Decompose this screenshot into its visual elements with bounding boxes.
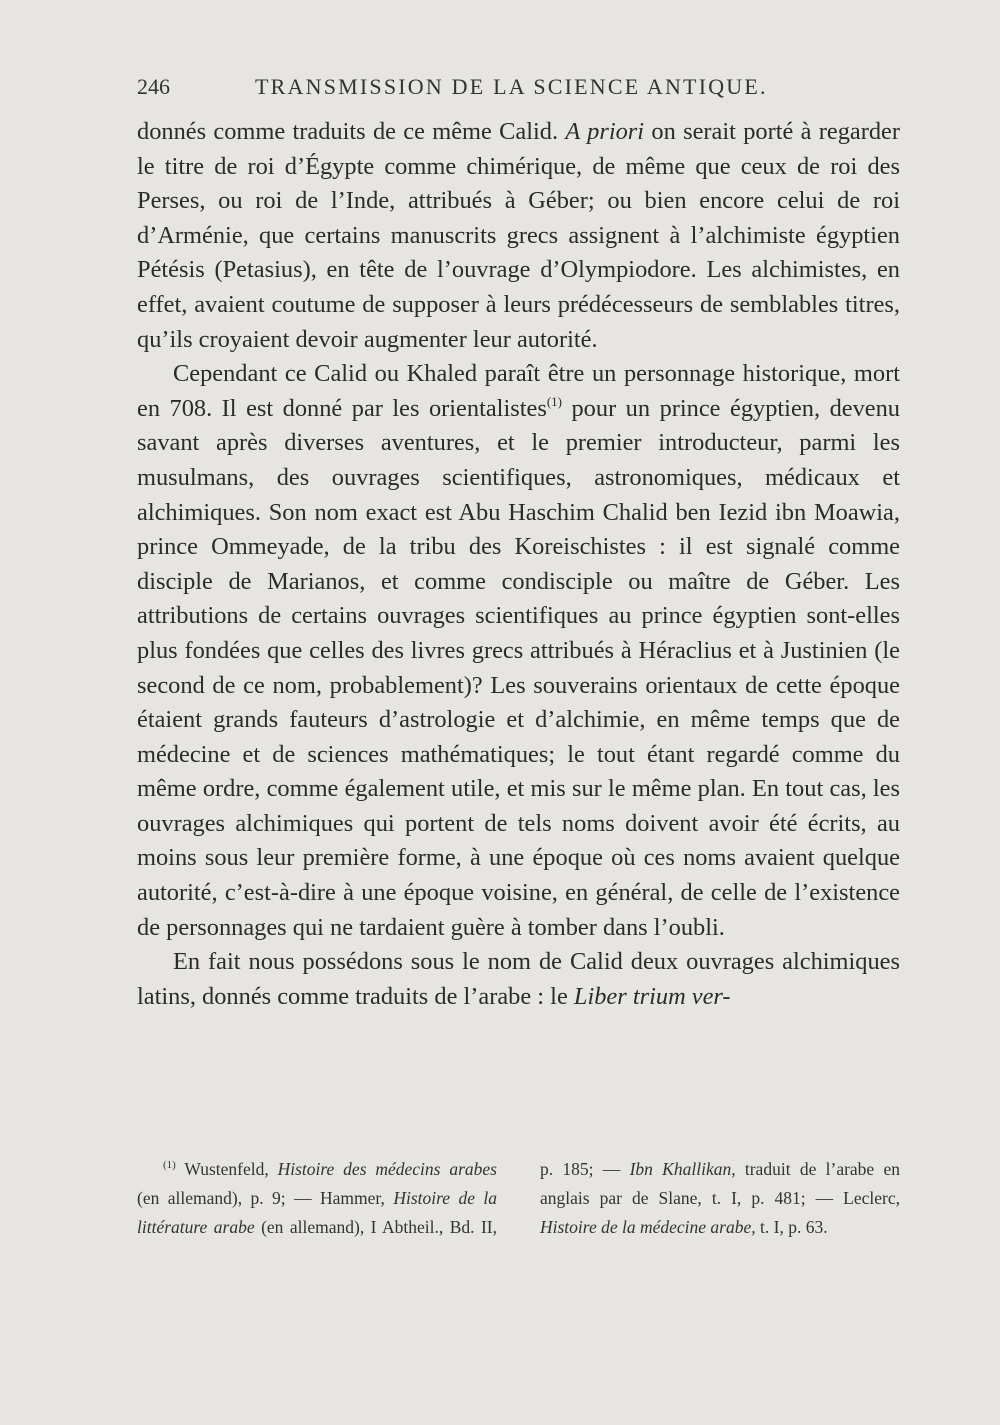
footnote-1	[137, 1155, 900, 1242]
text-span: pour un prince égyptien, devenu savant après diverses aventures, et le premier introducteur, parmi les musulmans, des ouvrages scientifiques, astronomiques, médicaux et alchimiques. Son nom exact est Abu Haschim Chalid ben Iezid ibn Moawia, prince Ommeyade, de la tribu des Koreischistes : il est signalé comme disciple de Marianos, et comme condisciple ou maître de Géber. Les attributions de certains ouvrages scientifiques au prince égyptien sont-elles plus fondées que celles des livres grecs attribués à Héraclius et à Justinien (le second de ce nom, probablement)? Les souverains orientaux de cette époque étaient grands fauteurs d’astrologie et d’alchimie, en même temps que de médecine et de sciences mathématiques; le tout étant regardé comme du même ordre, comme également utile, et mis sur le même plan. En tout cas, les ouvrages alchimiques qui portent de tels noms doivent avoir été écrits, au moins sous leur première forme, à une époque où ces noms avaient quelque autorité, c’est-à-dire à une époque voisine, en général, de celle de l’existence de personnages qui ne tardaient guère à tomber dans l’oubli.	[137, 394, 900, 941]
text-span: En fait nous possédons sous le nom de Calid deux ouvrages alchimiques latins, donnés comme traduits de l’arabe : le	[137, 948, 900, 1010]
text-span: Cependant ce Calid ou Khaled paraît être un personnage historique, mort en 708. Il est donné par les orientalistes	[137, 360, 900, 422]
text-span: donnés comme traduits de ce même Calid.	[137, 118, 566, 145]
running-title: TRANSMISSION DE LA SCIENCE ANTIQUE.	[255, 74, 768, 99]
page-header	[137, 74, 787, 106]
italic-span: Ibn Khallikan,	[629, 1159, 736, 1179]
italic-span: Histoire des médecins arabes	[277, 1159, 497, 1179]
paragraph-2	[137, 357, 900, 945]
text-span: t. I, p. 63.	[755, 1217, 828, 1237]
text-span: (en allemand), p. 9; — Hammer,	[137, 1188, 394, 1208]
paragraph-3	[137, 945, 900, 1014]
main-text	[137, 115, 900, 1014]
text-span: Wustenfeld,	[175, 1159, 278, 1179]
text-span: (en allemand), I Abtheil., Bd. II, p. 185; —	[254, 1159, 630, 1237]
italic-span: Histoire de la littérature arabe	[137, 1188, 498, 1237]
footnote-reference: (1)	[546, 393, 562, 409]
italic-span: Liber trium ver-	[573, 982, 731, 1010]
italic-span: Histoire de la médecine arabe,	[540, 1217, 756, 1237]
page-number: 246	[137, 74, 170, 99]
text-span: traduit de l’arabe en anglais par de Slane, t. I, p. 481; — Leclerc,	[540, 1159, 900, 1208]
italic-span: A priori	[565, 118, 645, 145]
text-span: on serait porté à regarder le titre de roi d’Égypte comme chimérique, de même que ceux de roi des Perses, ou roi de l’Inde, attribués à Géber; ou bien encore celui de roi d’Arménie, que certains manuscrits grecs assignent à l’alchimiste égyptien Pétésis (Petasius), en tête de l’ouvrage d’Olympiodore. Les alchimistes, en effet, avaient coutume de supposer à leurs prédécesseurs de semblables titres, qu’ils croyaient devoir augmenter leur autorité.	[137, 118, 901, 353]
footnote-marker: (1)	[163, 1159, 176, 1171]
footnotes	[137, 1155, 900, 1242]
paragraph-1	[137, 115, 900, 357]
